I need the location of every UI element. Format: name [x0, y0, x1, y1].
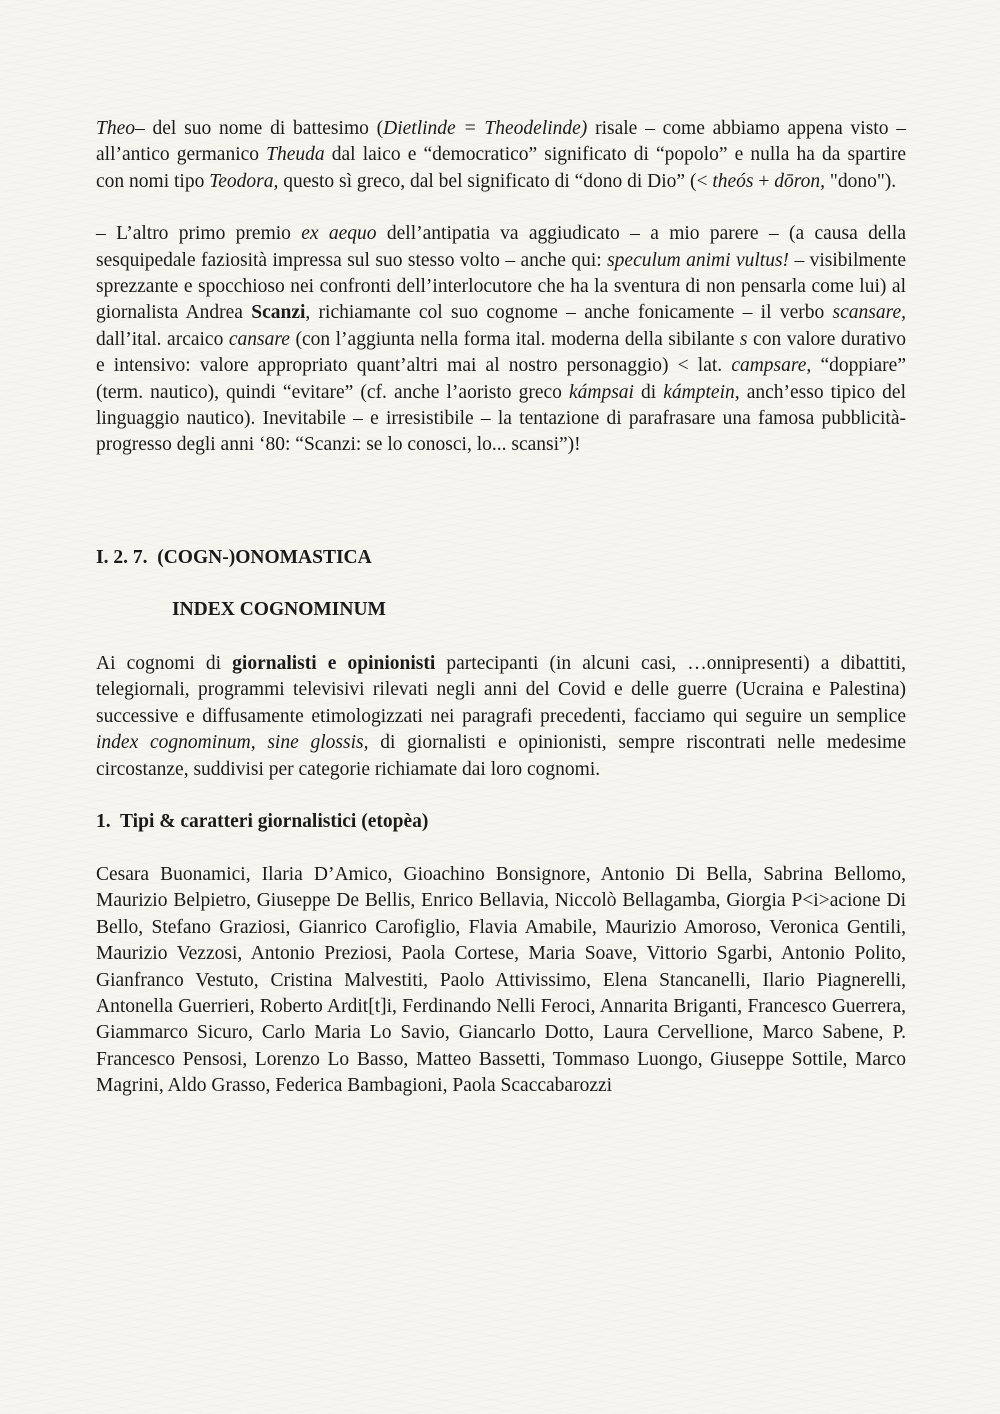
text-run: – visibilmente sprezzante e spocchioso nei confronti dell’interlocutore che ha la sventura di non pensarla come lui) al giornalista Andrea [96, 249, 907, 324]
paragraph-theodelinde [96, 116, 906, 195]
category-heading: 1. Tipi & caratteri giornalistici (etopèa) [96, 810, 429, 832]
italic-term: Teodora, [209, 170, 279, 192]
text-run: dell’antipatia va aggiudicato – a mio parere – (a causa della sesquipedale faziosità impressa sul suo stesso volto – anche qui: [96, 223, 906, 271]
text-run: di [633, 381, 664, 403]
italic-term: Theuda [266, 144, 325, 166]
text-run: dal laico e “democratico” significato di “popolo” e nulla ha da spartire con nomi tipo [96, 144, 906, 192]
italic-term: theós [712, 170, 754, 192]
italic-term: kámpsai [568, 381, 634, 403]
text-run: dall’ital. arcaico [96, 328, 229, 350]
italic-term: Dietlinde = Theodelinde) [383, 118, 588, 139]
italic-term: ex aequo [301, 223, 377, 245]
text-run: risale – come abbiamo appena visto – all’antico germanico [96, 118, 906, 166]
section-heading: I. 2. 7. (COGN-)ONOMASTICA [96, 546, 372, 568]
text-run: anch’esso tipico del linguaggio nautico). Inevitabile – e irresistibile – la tentazione di parafrasare una famosa pubblicità-progresso degli anni ‘80: “Scanzi: se lo conosci, lo... scansi”)! [96, 381, 906, 456]
text-run: questo sì greco, dal bel significato di “dono di Dio” (< [278, 170, 713, 192]
text-run: del suo nome di battesimo ( [144, 118, 384, 139]
text-run: Ai cognomi di [96, 652, 233, 674]
text-run: con valore durativo e intensivo: valore appropriato quant’altri mai al nostro personaggio) < lat. [96, 328, 906, 377]
italic-term: kámptein, [663, 381, 740, 403]
paragraph-intro-index [96, 651, 906, 783]
italic-term: speculum animi vultus! [607, 249, 790, 271]
text-run: + [753, 170, 775, 192]
text-run: partecipanti (in alcuni casi, …onnipresenti) a dibattiti, telegiornali, programmi televisivi rilevati negli anni del Covid e delle guerre (Ucraina e Palestina) successive e diffusamente etimologizzati nei paragrafi precedenti, facciamo qui seguire un semplice [96, 652, 906, 727]
paragraph-scanzi [96, 221, 906, 459]
names-list: Cesara Buonamici, Ilaria D’Amico, Gioachino Bonsignore, Antonio Di Bella, Sabrina Bellomo, Maurizio Belpietro, Giuseppe De Bellis, Enrico Bellavia, Niccolò Bellagamba, Giorgia P<i>acione Di Bello, Stefano Graziosi, Gianrico Carofiglio, Flavia Amabile, Maurizio Amoroso, Veronica Gentili, Maurizio Vezzosi, Antonio Preziosi, Paola Cortese, Maria Soave, Vittorio Sgarbi, Antonio Polito, Gianfranco Vestuto, Cristina Malvestiti, Paolo Attivissimo, Elena Stancanelli, Ilario Piagnerelli, Antonella Guerrieri, Roberto Ardit[t]i, Ferdinando Nelli Feroci, Annarita Briganti, Francesco Guerrera, Giammarco Sicuro, Carlo Maria Lo Savio, Giancarlo Dotto, Laura Cervellione, Marco Sabene, P. Francesco Pensosi, Lorenzo Lo Basso, Matteo Bassetti, Tommaso Luongo, Giuseppe Sottile, Marco Magrini, Aldo Grasso, Federica Bambagioni, Paola Scaccabarozzi [96, 863, 906, 1097]
italic-term: campsare, [731, 355, 812, 377]
italic-term: cansare [228, 328, 290, 350]
text-run: , richiamante col suo cognome – anche fonicamente – il verbo [305, 302, 833, 324]
italic-term: scansare, [832, 302, 906, 324]
document-page [96, 116, 906, 1100]
bold-term: giornalisti e opinionisti [232, 652, 436, 674]
bold-term: Scanzi [251, 302, 306, 324]
italic-term: dōron, [774, 170, 826, 192]
text-run: di giornalisti e opinionisti, sempre riscontrati nelle medesime circostanze, suddivisi per categorie richiamate dai loro cognomi. [96, 732, 906, 780]
text-run: “doppiare” (term. nautico), quindi “evitare” (cf. anche l’aoristo greco [96, 355, 906, 403]
text-run: – L’altro primo premio [96, 223, 302, 245]
text-run: (con l’aggiunta nella forma ital. moderna della sibilante [289, 328, 740, 350]
italic-term: s [739, 328, 748, 350]
index-heading: INDEX COGNOMINUM [172, 598, 386, 620]
italic-term: Theo– [96, 118, 145, 139]
text-run: "dono"). [825, 170, 897, 192]
italic-term: index cognominum, sine glossis, [96, 732, 369, 754]
